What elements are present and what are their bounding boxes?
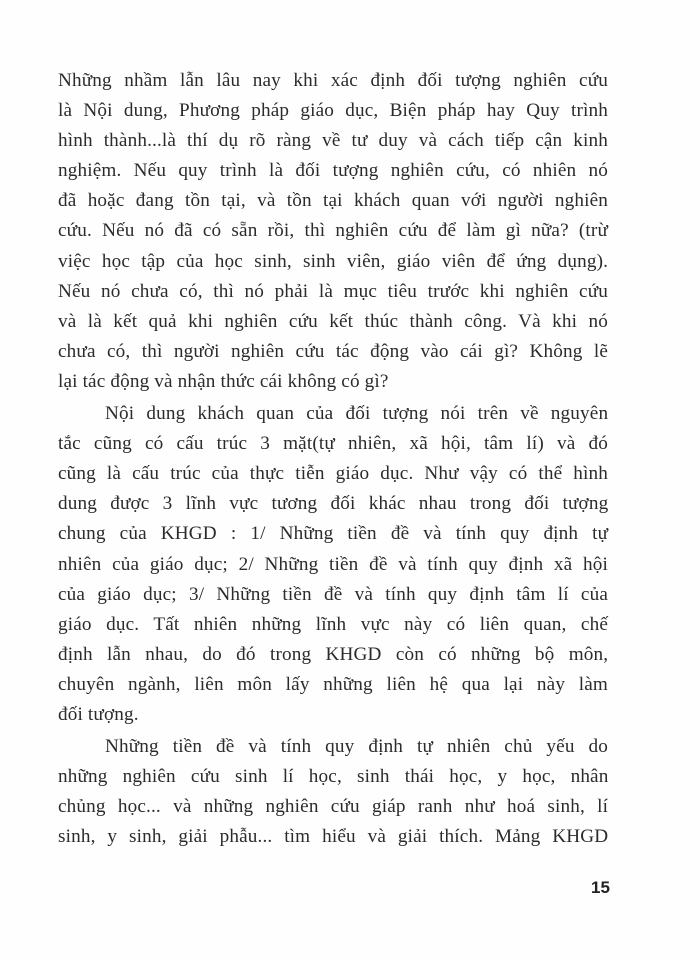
text-line: hình thành...là thí dụ rõ ràng về tư duy và cách tiếp cận kinh bbox=[58, 130, 608, 152]
text-line: chung của KHGD : 1/ Những tiền đề và tính quy định tự bbox=[58, 523, 609, 545]
text-line: đối tượng. bbox=[58, 703, 139, 725]
text-line: cứu. Nếu nó đã có sẵn rồi, thì nghiên cứu để làm gì nữa? (trừ bbox=[58, 220, 609, 242]
text-line: Những nhầm lẫn lâu nay khi xác định đối tượng nghiên cứu bbox=[58, 70, 608, 91]
text-line: việc học tập của học sinh, sinh viên, giáo viên để ứng dụng). bbox=[58, 250, 609, 272]
paragraph-2 bbox=[58, 399, 608, 730]
text-line: tắc cũng có cấu trúc 3 mặt(tự nhiên, xã hội, tâm lí) và đó bbox=[58, 433, 608, 455]
text-line: và là kết quả khi nghiên cứu kết thúc thành công. Và khi nó bbox=[58, 310, 608, 332]
text-line: Nếu nó chưa có, thì nó phải là mục tiêu trước khi nghiên cứu bbox=[58, 280, 608, 302]
text-line: dung được 3 lĩnh vực tương đối khác nhau trong đối tượng bbox=[58, 493, 609, 515]
body-text bbox=[58, 66, 608, 852]
paragraph-3 bbox=[58, 732, 608, 852]
text-line: những nghiên cứu sinh lí học, sinh thái học, y học, nhân bbox=[58, 766, 609, 788]
text-line: chưa có, thì người nghiên cứu tác động vào cái gì? Không lẽ bbox=[58, 340, 608, 362]
text-line: giáo dục. Tất nhiên những lĩnh vực này có liên quan, chế bbox=[58, 613, 608, 635]
paragraph-1 bbox=[58, 66, 608, 397]
text-line: nghiệm. Nếu quy trình là đối tượng nghiên cứu, có nhiên nó bbox=[58, 160, 608, 182]
text-line: cũng là cấu trúc của thực tiễn giáo dục. Như vậy có thể hình bbox=[58, 463, 608, 485]
text-line: chủng học... và những nghiên cứu giáp ranh như hoá sinh, lí bbox=[58, 796, 609, 818]
text-line: là Nội dung, Phương pháp giáo dục, Biện pháp hay Quy trình bbox=[58, 100, 608, 122]
page-number: 15 bbox=[591, 878, 610, 897]
text-line: sinh, y sinh, giải phẫu... tìm hiểu và giải thích. Mảng KHGD bbox=[58, 826, 609, 848]
text-line: Những tiền đề và tính quy định tự nhiên chủ yếu do bbox=[105, 736, 608, 758]
text-line: nhiên của giáo dục; 2/ Những tiền đề và tính quy định xã hội bbox=[58, 553, 609, 575]
text-line: lại tác động và nhận thức cái không có gì? bbox=[58, 370, 389, 392]
text-line: chuyên ngành, liên môn lấy những liên hệ qua lại này làm bbox=[58, 673, 608, 695]
text-line: đã hoặc đang tồn tại, và tồn tại khách quan với người nghiên bbox=[58, 190, 608, 212]
text-line: định lẫn nhau, do đó trong KHGD còn có những bộ môn, bbox=[58, 643, 609, 665]
text-line: Nội dung khách quan của đối tượng nói trên về nguyên bbox=[105, 403, 609, 425]
text-line: của giáo dục; 3/ Những tiền đề và tính quy định tâm lí của bbox=[58, 583, 608, 605]
